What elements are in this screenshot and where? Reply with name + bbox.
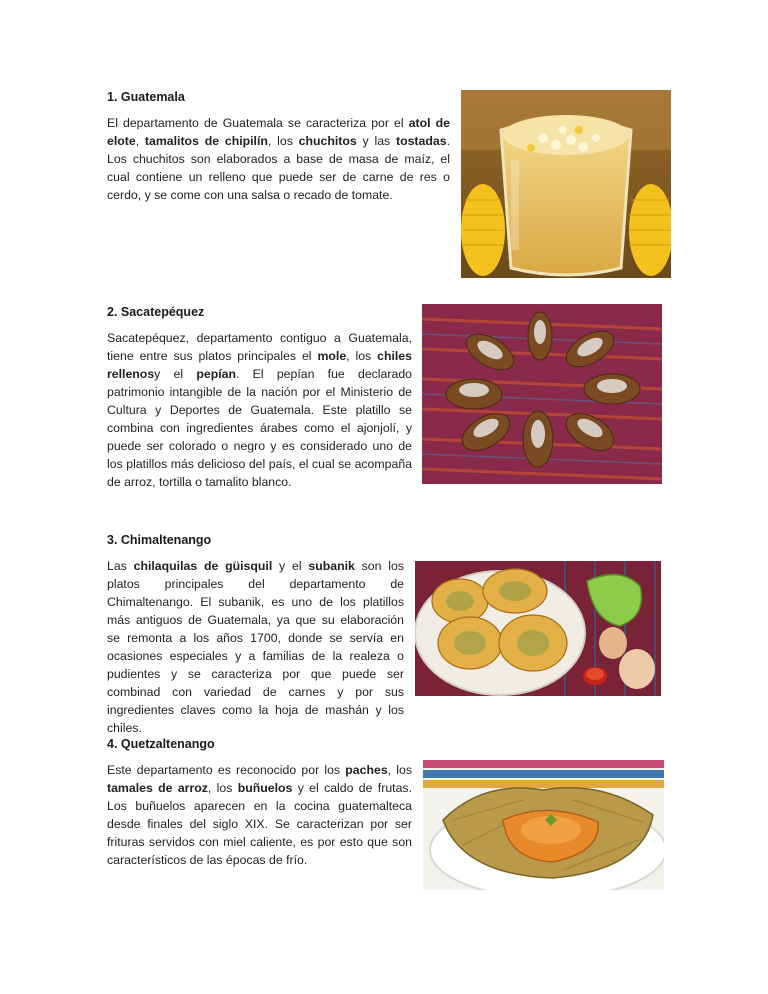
- section-heading: 4. Quetzaltenango: [107, 737, 215, 751]
- highlighted-dish: paches: [345, 763, 388, 777]
- body-text: , los: [346, 349, 378, 363]
- highlighted-dish: buñuelos: [237, 781, 293, 795]
- section-sacatepequez: [107, 305, 412, 491]
- highlighted-dish: tamales de arroz: [107, 781, 208, 795]
- body-text: y el caldo de frutas. Los buñuelos aparecen en la cocina guatemalteca desde finales del siglo XIX. Se caracterizan por ser frituras servidos con miel caliente, es por esto que son característicos de las épocas de frío.: [107, 781, 412, 867]
- body-text: ,: [135, 134, 145, 148]
- body-text: son los platos principales del departamento de Chimaltenango. El subanik, es uno de los platillos más antiguos de Guatemala, ya que su elaboración se remonta a los años 1700, donde se servía en ocasiones especiales y a familias de la realeza o pudientes y se caracteriza por que puede ser combinad con variedad de carnes y por sus ingredientes claves como la hoja de mashán y los chiles.: [107, 559, 404, 735]
- body-text: Este departamento es reconocido por los: [107, 763, 346, 777]
- body-text: , los: [387, 763, 412, 777]
- highlighted-dish: chiles rellenos: [107, 349, 412, 381]
- highlighted-dish: subanik: [308, 559, 355, 573]
- atol-de-elote-photo: [461, 90, 671, 278]
- section-body: [107, 557, 404, 737]
- section-body: [107, 761, 412, 869]
- body-text: Las: [107, 559, 134, 573]
- body-text: , los: [267, 134, 299, 148]
- highlighted-dish: chuchitos: [298, 134, 357, 148]
- section-quetzaltenango: [107, 737, 412, 869]
- body-text: , los: [207, 781, 238, 795]
- section-heading: 2. Sacatepéquez: [107, 305, 205, 319]
- highlighted-dish: tamalitos de chipilín: [144, 134, 268, 148]
- body-text: . Los chuchitos son elaborados a base de masa de maíz, el cual contiene un relleno que puede ser de carne de res o cerdo, y se come con una salsa o recado de tomate.: [107, 134, 450, 202]
- tamal-photo: [423, 760, 664, 890]
- highlighted-dish: pepían: [196, 367, 236, 381]
- highlighted-dish: mole: [317, 349, 347, 363]
- section-body: [107, 329, 412, 491]
- section-body: [107, 114, 450, 204]
- highlighted-dish: tostadas: [395, 134, 447, 148]
- body-text: El departamento de Guatemala se caracteriza por el: [107, 116, 409, 130]
- section-heading: 3. Chimaltenango: [107, 533, 212, 547]
- body-text: y el: [272, 559, 309, 573]
- section-heading: 1. Guatemala: [107, 90, 185, 104]
- body-text: y las: [356, 134, 396, 148]
- section-chimaltenango: [107, 533, 404, 737]
- body-text: Sacatepéquez, departamento contiguo a Guatemala, tiene entre sus platos principales el: [107, 331, 412, 363]
- chilaquilas-photo: [415, 561, 661, 696]
- highlighted-dish: chilaquilas de güisquil: [133, 559, 273, 573]
- body-text: . El pepían fue declarado patrimonio intangible de la nación por el Ministerio de Cultura y Deportes de Guatemala. Este platillo se combina con ingredientes árabes como el ajonjolí, y puede ser colorado o negro y es considerado uno de los platillos más delicioso del país, el cual se acompaña de arroz, tortilla o tamalito blanco.: [107, 367, 412, 489]
- body-text: y el: [154, 367, 197, 381]
- section-guatemala: [107, 90, 450, 204]
- sweet-pastries-photo: [422, 304, 662, 484]
- highlighted-dish: atol de elote: [107, 116, 450, 148]
